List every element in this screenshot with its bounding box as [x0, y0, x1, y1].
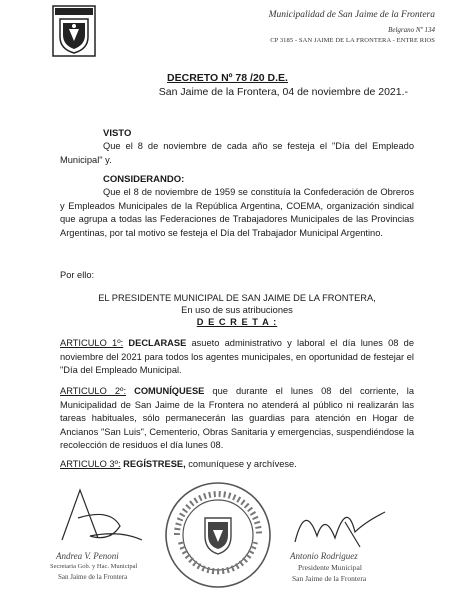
article-label: ARTICULO 1º: — [60, 338, 124, 348]
decree-title: DECRETO Nº 78 /20 D.E. — [167, 72, 288, 84]
municipal-crest-icon — [52, 5, 96, 57]
municipality-name: Municipalidad de San Jaime de la Frontera — [268, 10, 435, 20]
attributions-line: En uso de sus atribuciones — [181, 305, 293, 315]
right-signature-scribble-icon — [285, 492, 395, 552]
decreta-heading: D E C R E T A : — [196, 317, 278, 327]
right-signer-name: Antonio Rodriguez — [290, 551, 358, 561]
article-keyword: DECLARASE — [128, 338, 187, 348]
left-signature-scribble-icon — [50, 478, 150, 548]
article-text: comuníquese y archívese. — [185, 459, 297, 469]
article-keyword: REGÍSTRESE, — [123, 459, 186, 469]
right-signer-place: San Jaime de la Frontera — [292, 574, 367, 583]
right-signer-role: Presidente Municipal — [298, 563, 362, 572]
left-signer-name: Andrea V. Penoni — [56, 551, 119, 561]
article-label: ARTICULO 3º: — [60, 459, 121, 469]
left-signer-role: Secretaria Gob. y Hac. Municipal — [50, 563, 138, 570]
president-line: EL PRESIDENTE MUNICIPAL DE SAN JAIME DE LA FRONTERA, — [98, 293, 376, 303]
considerando-text: Que el 8 de noviembre de 1959 se constituía la Confederación de Obreros y Empleados Municipales de la República Argentina, COEMA, organización sindical que agrupa a todas las Federaciones de Trabajadores Municipales de las Provincias Argentinas, por tal motivo se festeja el Día del Trabajador Municipal Argentino. — [60, 187, 414, 238]
visto-heading: VISTO — [103, 128, 132, 139]
article-2 — [60, 385, 414, 453]
article-keyword: COMUNÍQUESE — [134, 386, 205, 396]
decree-date: San Jaime de la Frontera, 04 de noviembre de 2021.- — [158, 86, 408, 98]
article-1 — [60, 337, 414, 378]
por-ello: Por ello: — [60, 270, 95, 280]
article-text: asueto administrativo y laboral el día lunes 08 de noviembre del 2021 para todos los agentes municipales, en oportunidad de festejar el "Día del Empleado Municipal. — [60, 338, 415, 375]
article-3 — [60, 458, 414, 472]
municipality-address: Belgrano Nº 134 — [388, 26, 435, 34]
visto-text: Que el 8 de noviembre de cada año se festeja el "Día del Empleado Municipal" y. — [60, 141, 414, 165]
left-signer-place: San Jaime de la Frontera — [58, 573, 128, 581]
municipality-postal: CP 3185 - SAN JAIME DE LA FRONTERA - ENTRE RIOS — [270, 37, 435, 44]
considerando-heading: CONSIDERANDO: — [103, 174, 185, 185]
article-label: ARTICULO 2º: — [60, 386, 127, 396]
municipal-seal-icon — [163, 480, 273, 590]
article-text: que durante el lunes 08 del corriente, la Municipalidad de San Jaime de la Frontera no atenderá al público ni realizarán las tareas habituales, sólo permanecerán las guardias para atención en Hogar de Ancianos "San Luis", Cementerio, Obras Sanitaria y emergencias, suspendiéndose la recolección de residuos el día lunes 08. — [60, 386, 415, 450]
